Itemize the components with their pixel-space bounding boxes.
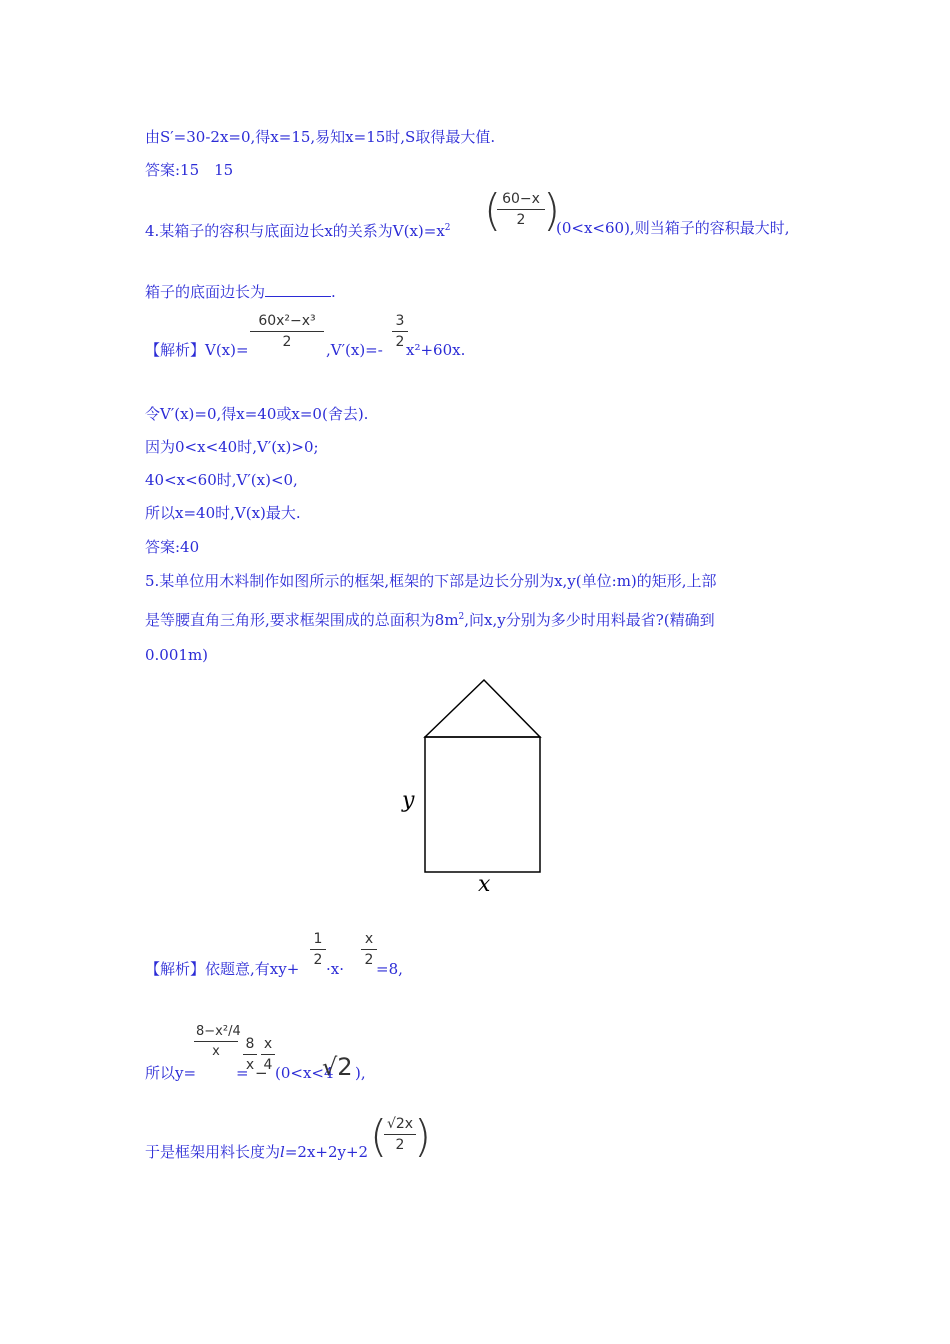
fraction: 8 x [243,1036,257,1073]
answer-blank [265,282,331,297]
fraction: 60−x 2 [497,191,545,228]
question-4-tail: (0<x<60),则当箱子的容积最大时, [556,219,790,237]
solution-4-prefix: 【解析】V(x)= [145,341,249,359]
range: (0<x<4 [275,1064,334,1082]
triangle-roof [425,680,540,737]
solution-6-prefix: 所以y= [145,1064,197,1082]
solution-7-line: 于是框架用料长度为l=2x+2y+2 [145,1143,369,1161]
fraction: 1 2 [310,931,326,968]
label-x: x [478,872,491,897]
right-paren: ) [543,185,561,236]
text-line: 令V′(x)=0,得x=40或x=0(舍去). [145,405,369,423]
text-line: 因为0<x<40时,V′(x)>0; [145,438,319,456]
text-line: 所以x=40时,V(x)最大. [145,504,301,522]
text-line: 答案:40 [145,538,200,556]
sqrt-two: √2 [322,1053,353,1081]
solution-4-mid: ,V′(x)=- [326,341,383,359]
text-line: 答案:15 15 [145,161,234,179]
minus: − [255,1064,268,1082]
solution-5-mid: ·x· [326,960,344,978]
close-paren: ), [355,1064,366,1082]
fraction: √2x 2 [384,1116,416,1153]
question-4-line: 4.某箱子的容积与底面边长x的关系为$V(x)=x^2$ [145,222,451,240]
left-paren: ( [484,185,502,236]
left-paren: ( [370,1111,388,1162]
solution-5-prefix: 【解析】依题意,有xy+ [145,960,300,978]
fraction: 3 2 [392,313,408,350]
equals: = [236,1064,249,1082]
fraction: 8−x²/4 x [196,1024,241,1059]
fraction: x 2 [361,931,377,968]
question-4-blank-line: 箱子的底面边长为 . [145,283,336,301]
question-5-line: 是等腰直角三角形,要求框架围成的总面积为$8m^2$,问x,y分别为多少时用料最省?(精确到 [145,611,715,629]
solution-4-end: x²+60x. [406,341,466,359]
solution-5-end: =8, [376,960,403,978]
text-line: 由S′=30-2x=0,得x=15,易知x=15时,S取得最大值. [145,128,496,146]
rectangle-frame [425,737,540,872]
label-y: y [402,788,415,813]
fraction: x 4 [261,1036,275,1073]
text-line: 40<x<60时,V′(x)<0, [145,471,298,489]
question-5-line: 5.某单位用木料制作如图所示的框架,框架的下部是边长分别为x,y(单位:m)的矩形,上部 [145,572,717,590]
fraction: 60x²−x³ 2 [250,313,324,350]
question-5-line: 0.001m) [145,646,209,664]
right-paren: ) [414,1111,432,1162]
